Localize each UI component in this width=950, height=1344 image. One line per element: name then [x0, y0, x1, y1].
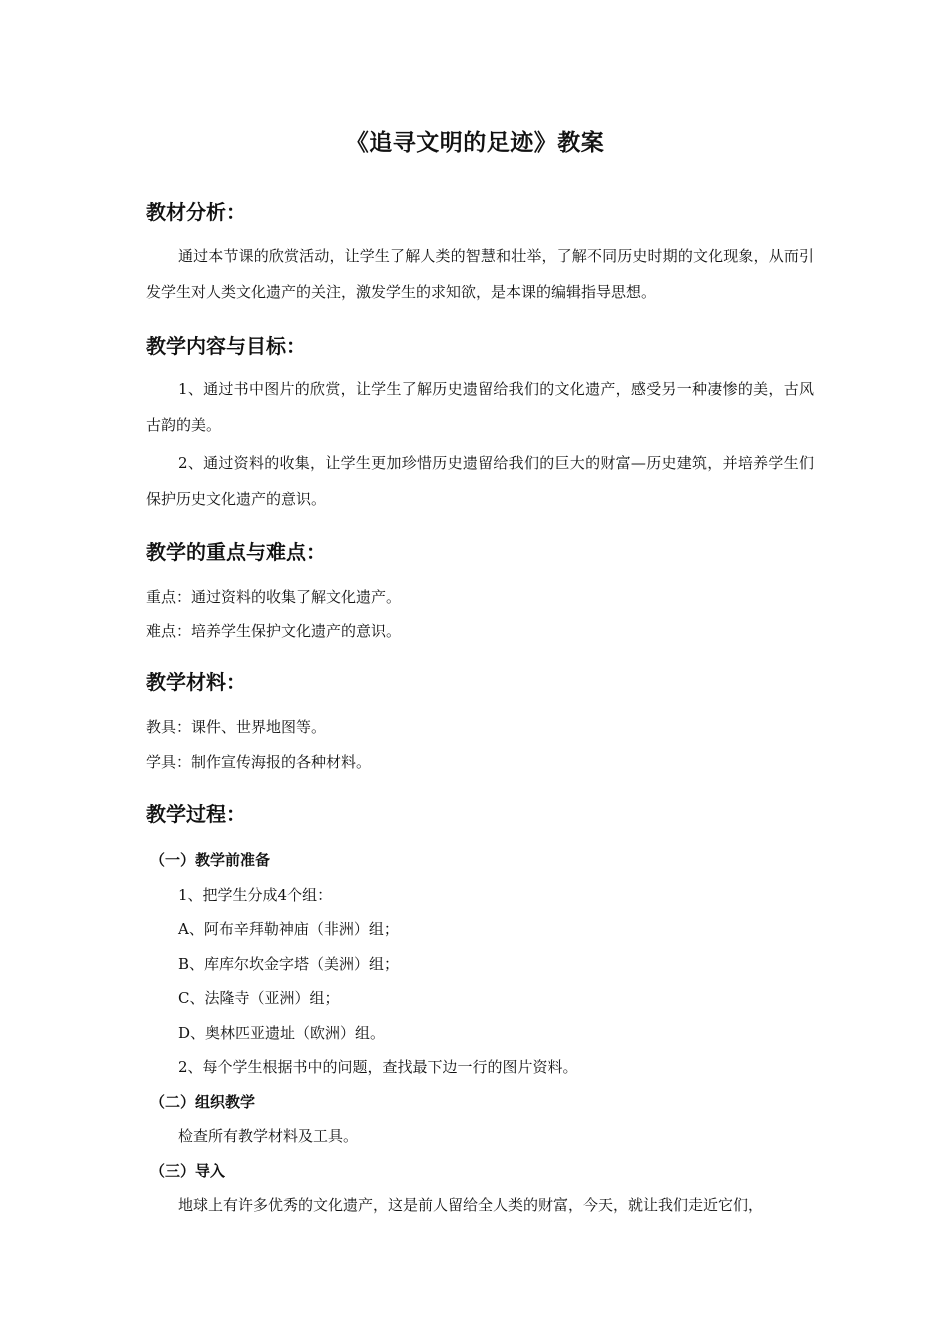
- goal-item-2: 2、通过资料的收集，让学生更加珍惜历史遗留给我们的巨大的财富—历史建筑，并培养学生们保护历史文化遗产的意识。: [146, 454, 814, 508]
- heading-materials: 教学材料：: [146, 670, 246, 694]
- step1-line: 1、把学生分成4个组：: [178, 886, 333, 904]
- step1-line-2: 2、每个学生根据书中的问题，查找最下边一行的图片资料。: [178, 1058, 578, 1076]
- step3-text: 地球上有许多优秀的文化遗产，这是前人留给全人类的财富，今天，就让我们走近它们，: [178, 1196, 764, 1214]
- teacher-materials-line: 教具：课件、世界地图等。: [146, 718, 327, 736]
- step3-title: （三）导入: [150, 1162, 226, 1180]
- student-materials-line: 学具：制作宣传海报的各种材料。: [146, 753, 372, 771]
- goal-item-1: 1、通过书中图片的欣赏，让学生了解历史遗留给我们的文化遗产，感受另一种凄惨的美，古风古韵的美。: [146, 380, 814, 434]
- group-d-line: D、奥林匹亚遗址（欧洲）组。: [178, 1024, 386, 1042]
- heading-key-points: 教学的重点与难点：: [146, 540, 326, 564]
- step2-title: （二）组织教学: [150, 1093, 256, 1111]
- heading-goals: 教学内容与目标：: [146, 334, 306, 358]
- key-point-line: 重点：通过资料的收集了解文化遗产。: [146, 588, 402, 606]
- analysis-paragraph: 通过本节课的欣赏活动，让学生了解人类的智慧和壮举，了解不同历史时期的文化现象，从而引发学生对人类文化遗产的关注，激发学生的求知欲，是本课的编辑指导思想。: [146, 247, 814, 301]
- difficulty-line: 难点：培养学生保护文化遗产的意识。: [146, 622, 402, 640]
- group-c-line: C、法隆寺（亚洲）组；: [178, 989, 340, 1007]
- group-a-line: A、阿布辛拜勒神庙（非洲）组；: [178, 920, 399, 938]
- heading-process: 教学过程：: [146, 802, 246, 826]
- document-title: 《追寻文明的足迹》教案: [345, 130, 605, 156]
- heading-analysis: 教材分析：: [146, 200, 246, 224]
- step2-text: 检查所有教学材料及工具。: [178, 1127, 359, 1145]
- step1-title: （一）教学前准备: [150, 851, 271, 869]
- group-b-line: B、库库尔坎金字塔（美洲）组；: [178, 955, 400, 973]
